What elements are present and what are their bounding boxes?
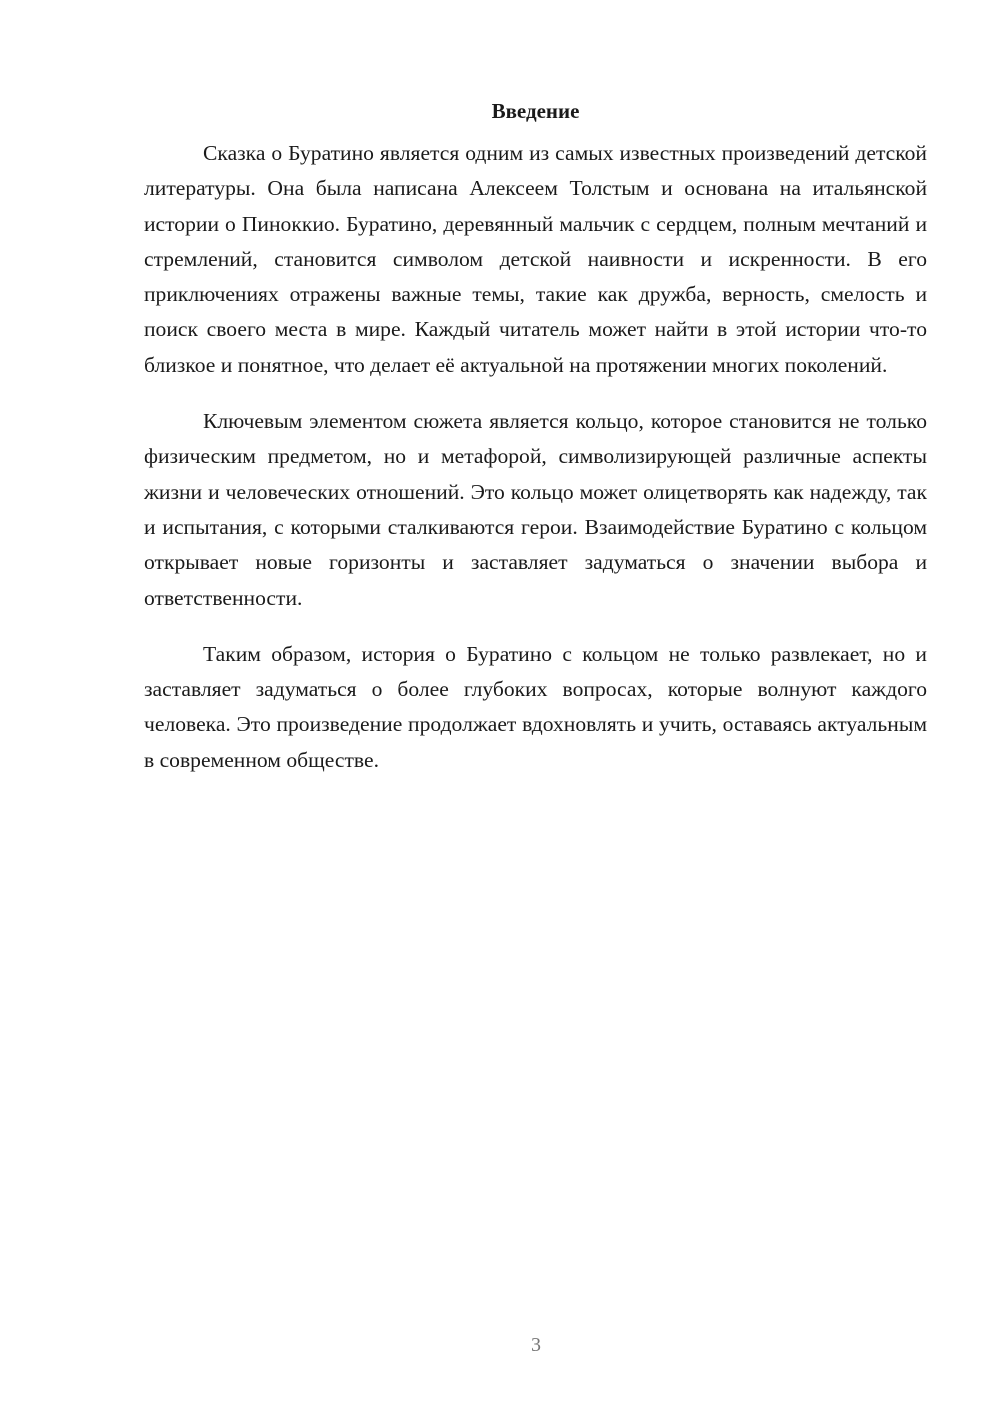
paragraph-2: Ключевым элементом сюжета является кольцо, которое становится не только физическим предметом, но и метафорой, символизирующей различные аспекты жизни и человеческих отношений. Это кольцо может олицетворять как надежду, так и испытания, с которыми сталкиваются герои. Взаимодействие Буратино с кольцом открывает новые горизонты и заставляет задуматься о значении выбора и ответственности. [144, 409, 927, 610]
page-number: 3 [531, 1334, 541, 1356]
paragraph-1: Сказка о Буратино является одним из самых известных произведений детской литературы. Она была написана Алексеем Толстым и основана на итальянской истории о Пиноккио. Буратино, деревянный мальчик с сердцем, полным мечтаний и стремлений, становится символом детской наивности и искренности. В его приключениях отражены важные темы, такие как дружба, верность, смелость и поиск своего места в мире. Каждый читатель может найти в этой истории что-то близкое и понятное, что делает её актуальной на протяжении многих поколений. [144, 141, 927, 377]
paragraph-3: Таким образом, история о Буратино с кольцом не только развлекает, но и заставляет задуматься о более глубоких вопросах, которые волнуют каждого человека. Это произведение продолжает вдохновлять и учить, оставаясь актуальным в современном обществе. [144, 641, 927, 772]
section-heading: Введение [491, 99, 580, 123]
page-content [144, 96, 927, 778]
